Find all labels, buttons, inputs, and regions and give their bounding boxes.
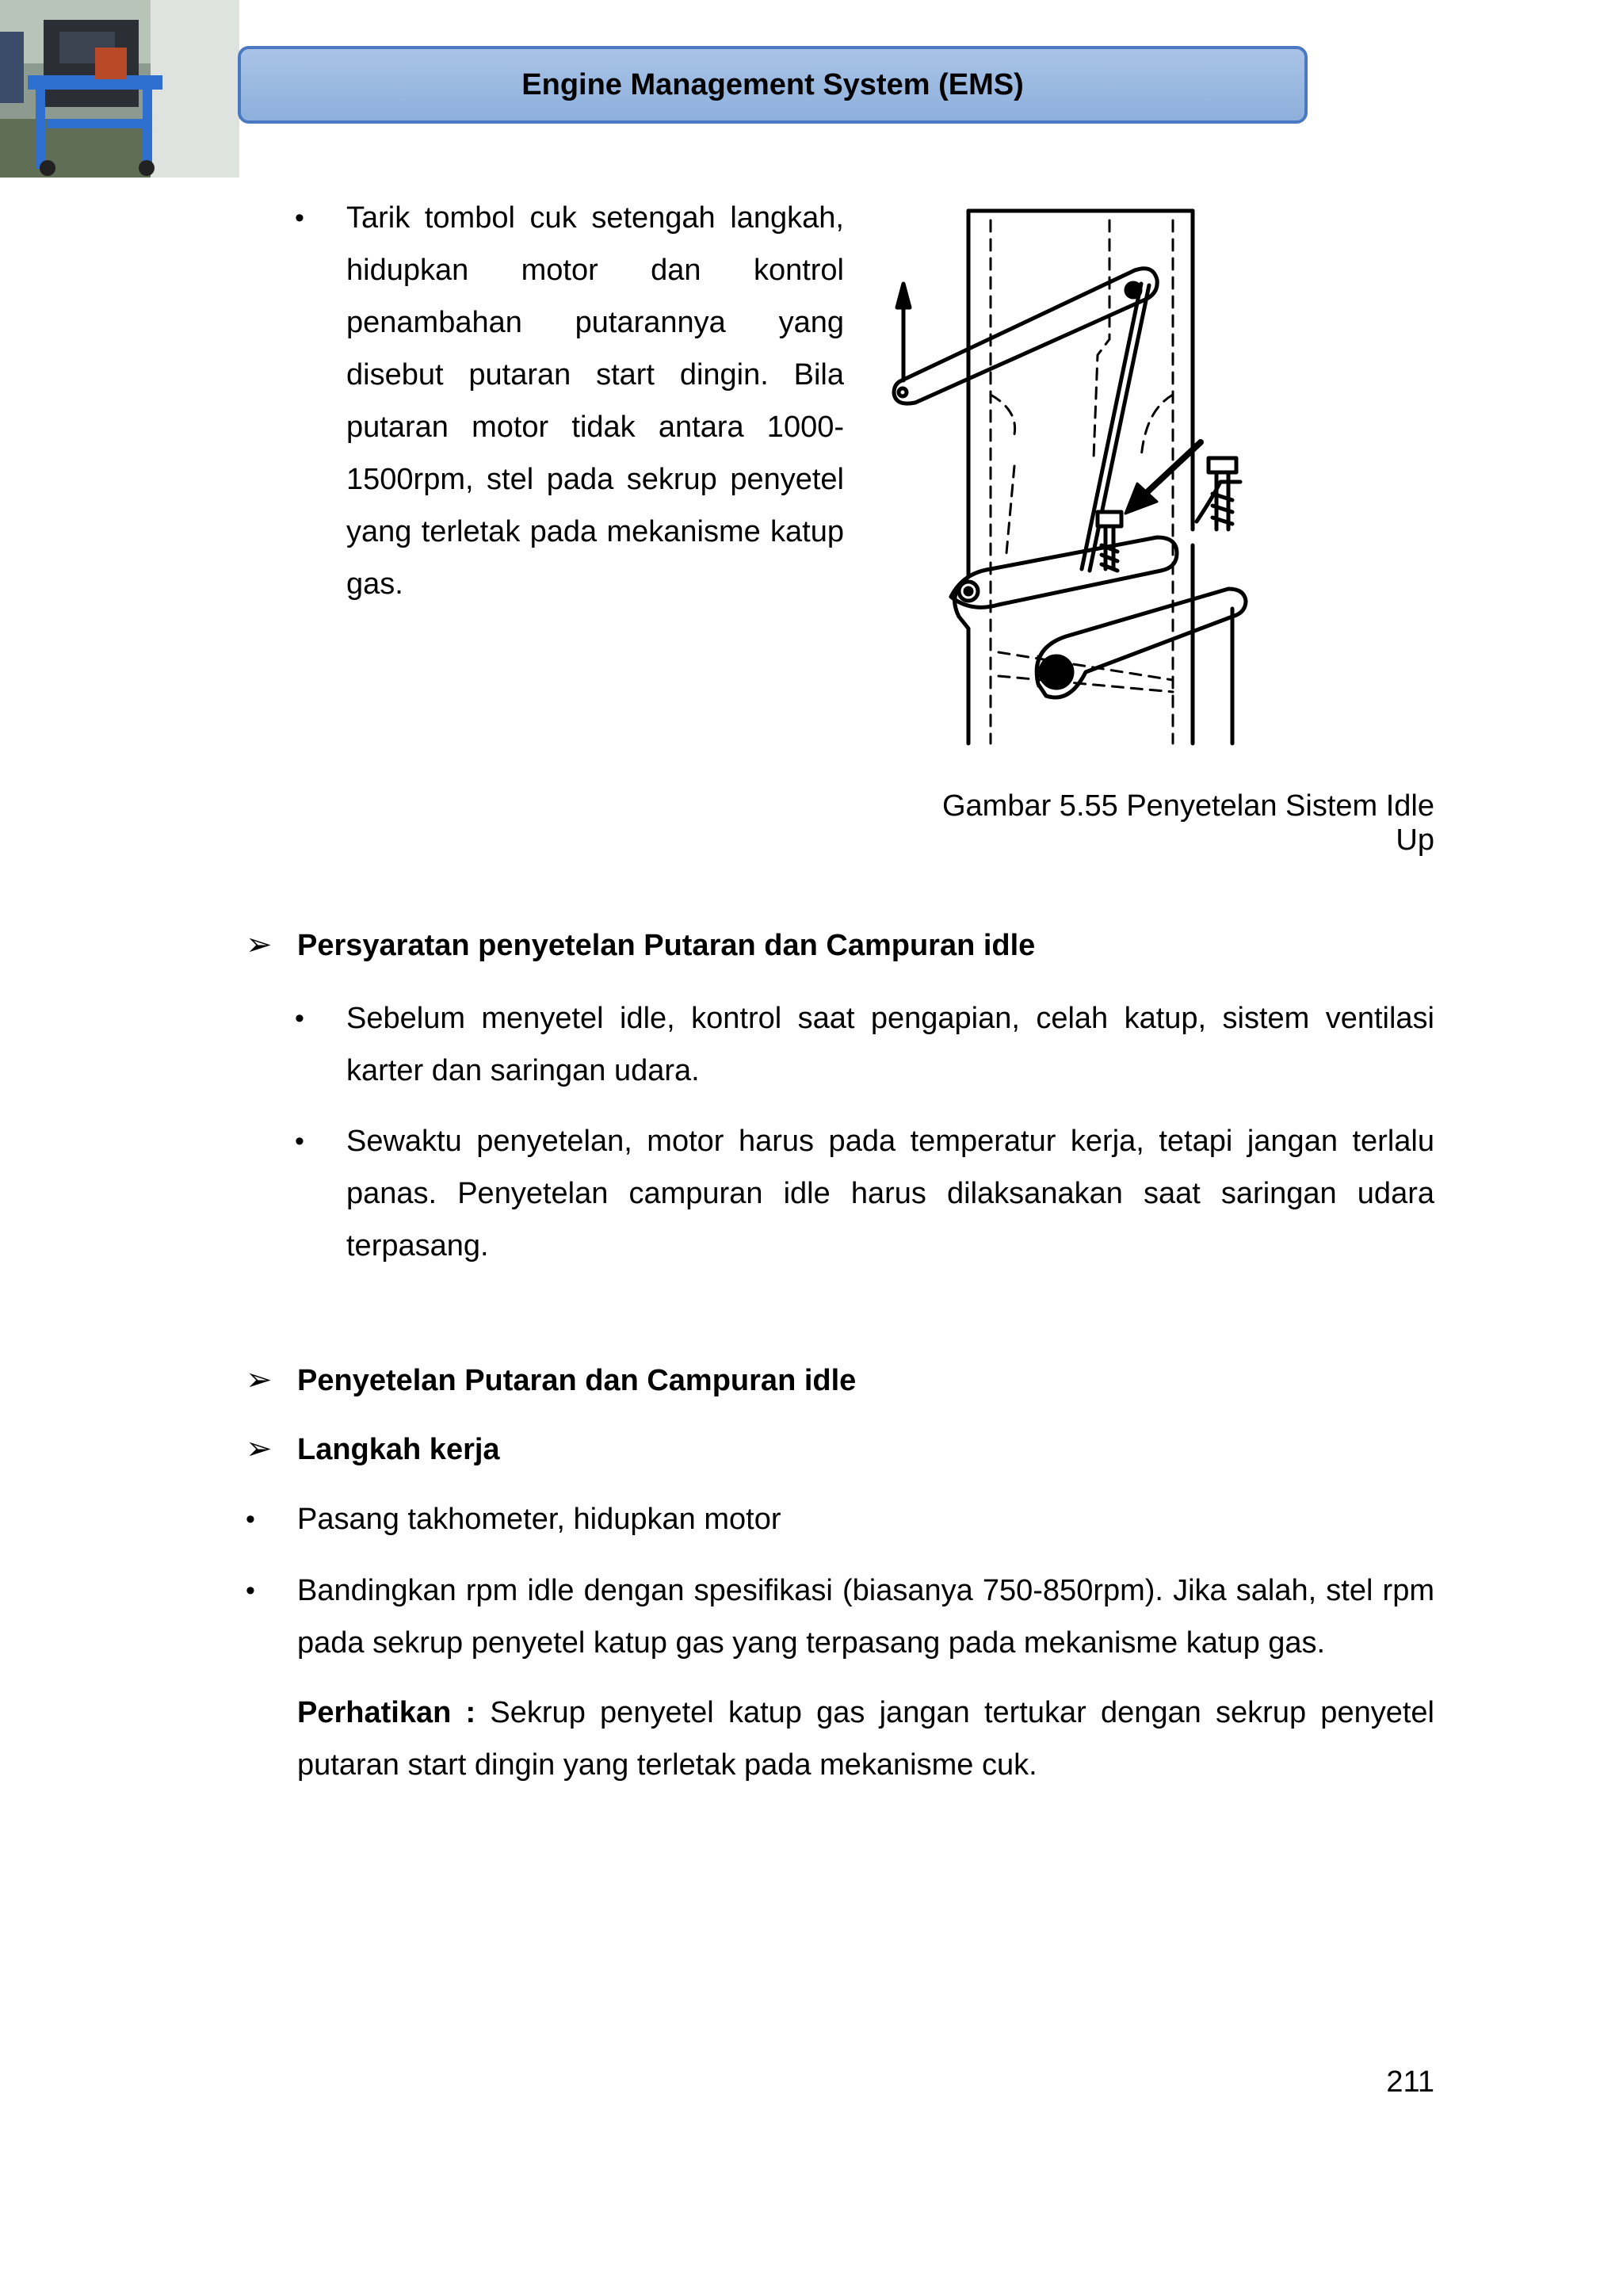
paragraph-line: Sewaktu penyetelan, motor harus pada temperatur kerja, tetapi jangan terlalu [346,1125,1434,1158]
step1-text: Pasang takhometer, hidupkan motor [297,1503,781,1536]
section2-heading: Penyetelan Putaran dan Campuran idle [297,1364,857,1397]
paragraph-line: pada sekrup penyetel katup gas yang terpasang pada mekanisme katup gas. [297,1626,1326,1660]
note-text: Sekrup penyetel katup gas jangan tertukar dengan sekrup penyetel [490,1696,1434,1729]
idle-up-mechanism-figure [880,197,1276,751]
header-title-banner [238,46,1308,124]
bullet-dot: • [246,1504,255,1534]
header-title: Engine Management System (EMS) [521,67,1024,101]
intro-line: penambahan putarannya yang [346,306,844,339]
step2-text [297,1564,1434,1669]
section1-bullet2 [346,1115,1434,1272]
bullet-dot: • [295,1003,304,1033]
intro-line: disebut putaran start dingin. Bila [346,358,844,392]
figure-caption: Gambar 5.55 Penyetelan Sistem Idle Up [941,789,1434,857]
note-paragraph [297,1687,1434,1791]
section1-heading: Persyaratan penyetelan Putaran dan Campuran idle [297,929,1036,962]
paragraph-line: terpasang. [346,1229,489,1263]
bullet-dot: • [246,1576,255,1606]
arrowhead-bullet-icon: ➢ [246,1431,273,1466]
intro-line: yang terletak pada mekanisme katup [346,515,844,548]
intro-line: gas. [346,567,403,601]
arrowhead-bullet-icon: ➢ [246,927,273,962]
bullet-dot: • [295,203,304,233]
intro-line: 1500rpm, stel pada sekrup penyetel [346,463,844,496]
intro-line: Tarik tombol cuk setengah langkah, [346,201,844,235]
paragraph-line: panas. Penyetelan campuran idle harus dilaksanakan saat saringan udara [346,1177,1434,1210]
section1-bullet1 [346,992,1434,1097]
note-label: Perhatikan : [297,1696,476,1729]
header-engine-photo [0,0,239,178]
bullet-dot: • [295,1126,304,1156]
intro-line: hidupkan motor dan kontrol [346,254,844,287]
intro-paragraph [346,192,844,610]
paragraph-line: Sebelum menyetel idle, kontrol saat pengapian, celah katup, sistem ventilasi [346,1002,1434,1035]
paragraph-line: Bandingkan rpm idle dengan spesifikasi (biasanya 750-850rpm). Jika salah, stel rpm [297,1574,1434,1607]
page-number: 211 [1386,2065,1434,2099]
paragraph-line: karter dan saringan udara. [346,1054,700,1087]
section3-heading: Langkah kerja [297,1433,500,1466]
intro-line: putaran motor tidak antara 1000- [346,411,844,444]
arrowhead-bullet-icon: ➢ [246,1362,273,1397]
note-line1 [297,1687,1434,1739]
note-line2: putaran start dingin yang terletak pada mekanisme cuk. [297,1748,1037,1782]
